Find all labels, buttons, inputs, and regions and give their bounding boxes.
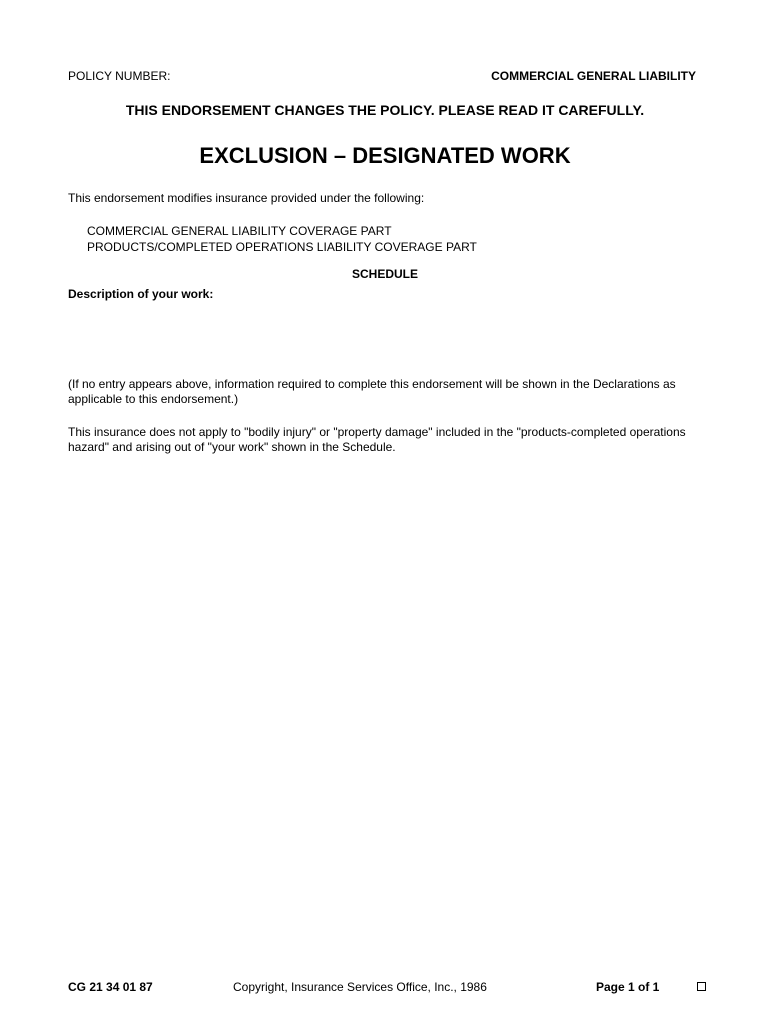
- form-number: CG 21 34 01 87: [68, 980, 153, 994]
- copyright-notice: Copyright, Insurance Services Office, Inc., 1986: [233, 980, 487, 994]
- description-label: Description of your work:: [68, 287, 214, 301]
- coverage-part-item: PRODUCTS/COMPLETED OPERATIONS LIABILITY COVERAGE PART: [87, 240, 477, 254]
- coverage-part-item: COMMERCIAL GENERAL LIABILITY COVERAGE PART: [87, 224, 392, 238]
- page-title: EXCLUSION – DESIGNATED WORK: [199, 143, 571, 168]
- intro-text: This endorsement modifies insurance provided under the following:: [68, 191, 425, 205]
- schedule-heading: [0, 267, 770, 281]
- schedule-heading-text: SCHEDULE: [351, 267, 418, 281]
- coverage-parts-list: [87, 223, 477, 255]
- exclusion-text: This insurance does not apply to "bodily injury" or "property damage" included in the "products-completed operations hazard" and arising out of "your work" shown in the Schedule.: [68, 425, 686, 454]
- description-of-work-field[interactable]: [68, 306, 702, 372]
- page-indicator: Page 1 of 1: [596, 980, 660, 994]
- endorsement-notice: THIS ENDORSEMENT CHANGES THE POLICY. PLEASE READ IT CAREFULLY.: [125, 102, 645, 118]
- checkbox-square-icon: [697, 982, 706, 991]
- form-line-heading: COMMERCIAL GENERAL LIABILITY: [491, 69, 696, 83]
- schedule-note: (If no entry appears above, information required to complete this endorsement will be shown in the Declarations as applicable to this endorsement.): [68, 377, 676, 406]
- policy-number-label: POLICY NUMBER:: [68, 69, 171, 83]
